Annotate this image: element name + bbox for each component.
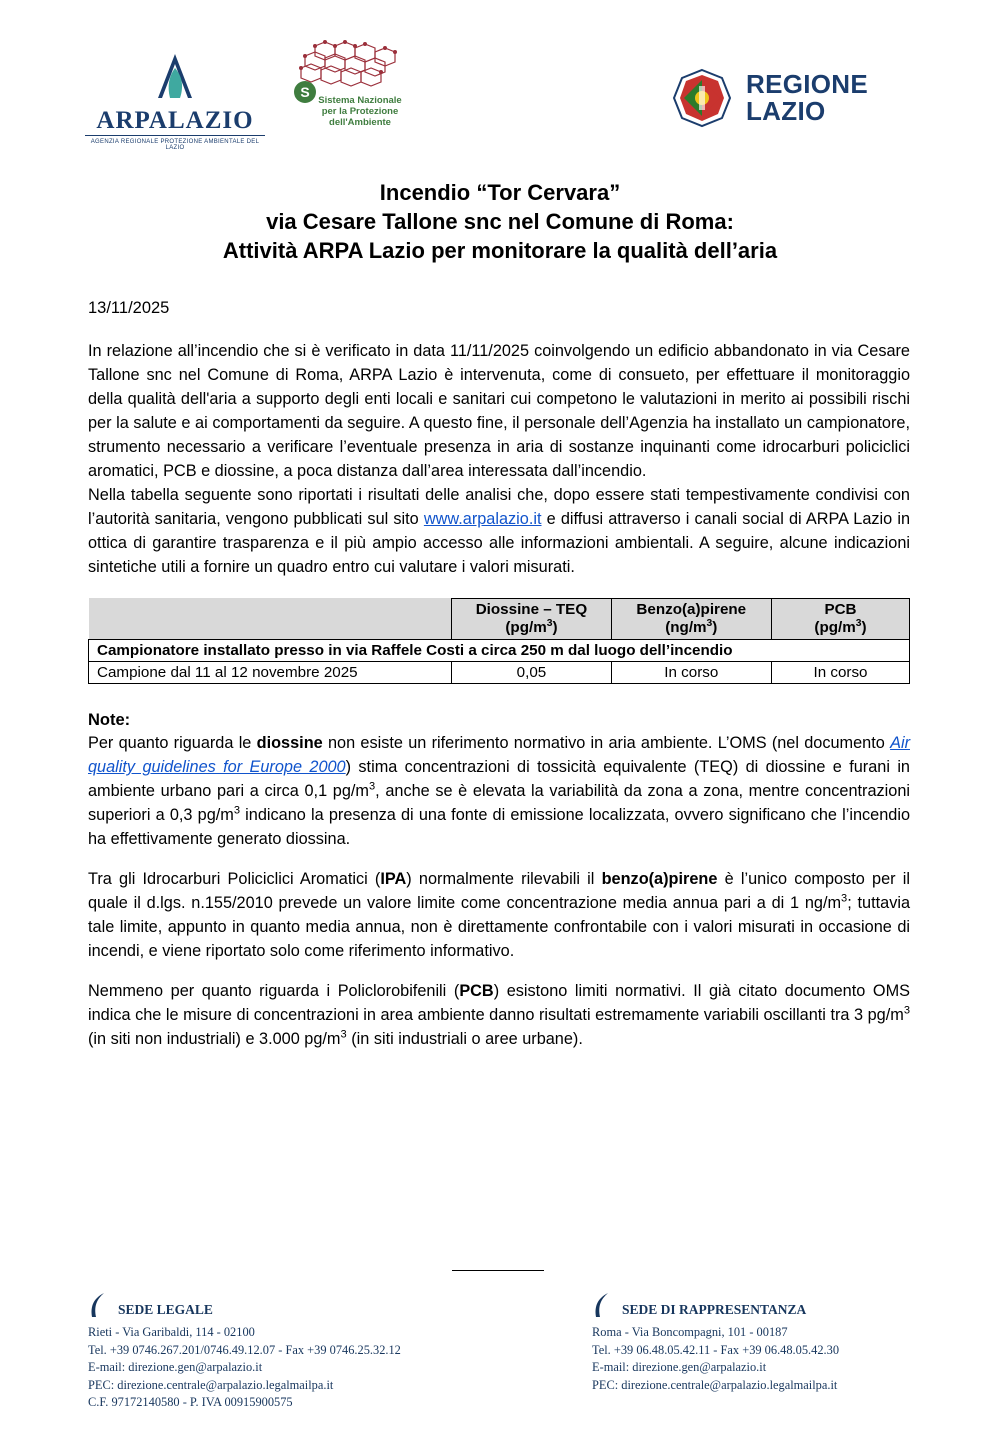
footer-swoosh-icon (88, 1292, 110, 1318)
notes-p3-sup-1: 3 (903, 1004, 910, 1017)
footer-left-lines (88, 1324, 401, 1412)
page-title-line-1: Incendio “Tor Cervara” (379, 180, 621, 205)
notes-p2-f: ; tuttavia tale limite, appunto in quanto media annua, non è direttamente confrontabile con i valori misurati in occasione di incendi, e viene riportato solo come riferimento informativo. (88, 894, 911, 960)
footer-right-line-2: Tel. +39 06.48.05.42.11 - Fax +39 06.48.05.42.30 (592, 1342, 840, 1357)
intro-text (88, 340, 910, 580)
table-header-pcb (771, 598, 909, 639)
table-header-benzoapirene (611, 598, 771, 639)
notes-p1-bold-diossine: diossine (256, 734, 323, 753)
footer-separator (452, 1270, 544, 1271)
notes-p2-a: Tra gli Idrocarburi Policiclici Aromatici ( (88, 870, 381, 889)
notes-p1-e: , anche se è elevata la variabilità da zona a zona, mentre concentrazioni superiori a 0,3 pg/m (88, 782, 910, 825)
table-header-row (89, 598, 910, 639)
table-header-diossine (452, 598, 611, 639)
svg-text:S: S (300, 84, 310, 100)
intro-p2-part-b: e diffusi attraverso i canali social di ARPA Lazio in ottica di garantire trasparenza e il più ampio accesso alle informazioni ambientali. A seguire, alcune indicazioni sintetiche utili a fornire un quadro entro cui valutare i valori misurati. (88, 509, 911, 576)
footer-left-heading-row (88, 1292, 401, 1318)
footer-right-line-3: E-mail: direzione.gen@arpalazio.it (592, 1360, 767, 1375)
results-table (88, 598, 910, 684)
notes-p3-d: (in siti non industriali) e 3.000 pg/m (88, 1029, 341, 1048)
notes-p1-a: Per quanto riguarda le (88, 734, 257, 753)
notes-p2-bold-ipa: IPA (380, 870, 407, 889)
footer-left-line-2: Tel. +39 0746.267.201/0746.49.12.07 - Fax +39 0746.25.32.12 (88, 1342, 401, 1357)
arpa-divider (85, 135, 265, 136)
table-cell-benzoapirene: In corso (611, 662, 771, 684)
notes-p3-c: ) esistono limiti normativi. Il già citato documento OMS indica che le misure di concentrazioni in area ambiente danno risultati estremamente variabili oscillanti tra 3 pg/m (88, 981, 910, 1024)
regione-line-2: LAZIO (746, 96, 826, 126)
footer-left-line-4: PEC: direzione.centrale@arpalazio.legalmailpa.it (88, 1377, 334, 1392)
footer-right-line-1: Roma - Via Boncompagni, 101 - 00187 (592, 1325, 788, 1339)
intro-paragraph-2 (88, 484, 910, 580)
arpa-wordmark: ARPALAZIO (96, 107, 254, 134)
footer-left-line-3: E-mail: direzione.gen@arpalazio.it (88, 1360, 263, 1375)
snpa-line-1: Sistema Nazionale (318, 95, 402, 106)
table-header-blank (89, 598, 452, 639)
notes-p2-bold-benzoapirene: benzo(a)pirene (601, 870, 718, 889)
footer-left-heading: SEDE LEGALE (118, 1302, 213, 1317)
notes-p1-sup-1: 3 (368, 780, 376, 793)
document-page (0, 30, 1000, 1444)
notes-p3-sup-2: 3 (340, 1028, 347, 1041)
footer-right-heading-row (592, 1292, 839, 1318)
notes-p3-e: (in siti industriali o aree urbane). (346, 1029, 583, 1048)
regione-line-1: REGIONE (746, 69, 869, 100)
notes-p3-bold-pcb: PCB (459, 981, 494, 1000)
notes-p2-e: è l’unico composto per il quale il d.lgs. n.155/2010 prevede un valore limite come concentrazione media annua pari a di 1 ng/m (88, 870, 910, 913)
notes-section (88, 708, 910, 1052)
arpa-lazio-logo (85, 52, 265, 151)
footer-right-lines (592, 1324, 839, 1394)
document-date: 13/11/2025 (88, 299, 170, 318)
footer-sede-legale (88, 1292, 401, 1412)
footer-swoosh-icon (592, 1292, 614, 1318)
arpa-subtitle: AGENZIA REGIONALE PROTEZIONE AMBIENTALE DEL LAZIO (90, 139, 260, 151)
notes-p1-f: indicano la presenza di una fonte di emissione localizzata, ovvero significano che l’incendio ha effettivamente generato diossina. (88, 806, 910, 849)
regione-lazio-logo (672, 68, 868, 128)
notes-p1-c: non esiste un riferimento normativo in aria ambiente. L’OMS (nel documento (322, 734, 891, 753)
regione-lazio-emblem-icon (672, 68, 732, 128)
table-group-label: Campionatore installato presso in via Raffele Costi a circa 250 m dal luogo dell’incendio (89, 640, 910, 662)
notes-p3-a: Nemmeno per quanto riguarda i Policlorobifenili ( (88, 981, 460, 1000)
table-header-pcb-label: PCB (824, 600, 857, 618)
table-cell-pcb: In corso (771, 662, 909, 684)
footer-right-line-4: PEC: direzione.centrale@arpalazio.legalmailpa.it (592, 1377, 838, 1392)
oms-guidelines-link[interactable]: Air quality guidelines for Europe 2000 (88, 734, 910, 777)
notes-paragraph-3 (88, 980, 910, 1052)
footer-right-heading: SEDE DI RAPPRESENTANZA (622, 1302, 807, 1317)
notes-p2-sup-1: 3 (841, 892, 848, 905)
page-title-line-2: via Cesare Tallone snc nel Comune di Roma: (266, 209, 734, 235)
table-group-row (89, 640, 910, 662)
page-title-line-3: Attività ARPA Lazio per monitorare la qualità dell’aria (222, 238, 778, 264)
intro-paragraph-1: In relazione all’incendio che si è verificato in data 11/11/2025 coinvolgendo un edificio abbandonato in via Cesare Tallone snc nel Comune di Roma, ARPA Lazio è intervenuta, come di consueto, per effettuare il monitoraggio della qualità dell'aria a supporto degli enti locali e sanitari cui competono le valutazioni in merito ai possibili rischi per la salute e ai comportamenti da seguire. A questo fine, il personale dell’Agenzia ha installato un campionatore, strumento necessario a verificare l’eventuale presenza in aria di sostanze inquinanti come idrocarburi policiclici aromatici, PCB e diossine, a poca distanza dall’area interessata dall’incendio. (88, 342, 910, 480)
table-cell-diossine: 0,05 (452, 662, 611, 684)
table-row (89, 662, 910, 684)
notes-p1-d: ) stima concentrazioni di tossicità equivalente (TEQ) di diossine e furani in ambiente urbano pari a circa 0,1 pg/m (88, 758, 910, 801)
regione-wordmark (746, 71, 868, 124)
arpa-lazio-mark-icon (144, 52, 206, 104)
snpa-logo (265, 40, 455, 129)
snpa-line-3: dell'Ambiente (329, 116, 391, 128)
snpa-line-2: per la Protezione (321, 105, 399, 117)
footer-left-line-5: C.F. 97172140580 - P. IVA 00915900575 (88, 1395, 293, 1410)
notes-heading: Note: (88, 711, 131, 730)
notes-p1-sup-2: 3 (233, 804, 241, 817)
intro-p2-part-a: Nella tabella seguente sono riportati i risultati delle analisi che, dopo essere stati tempestivamente condivisi con l’autorità sanitaria, vengono pubblicati sul sito (88, 485, 910, 528)
footer-sede-rappresentanza (592, 1292, 839, 1394)
notes-paragraph-2 (88, 868, 910, 964)
footer-left-line-1: Rieti - Via Garibaldi, 114 - 02100 (88, 1325, 255, 1339)
notes-p2-c: ) normalmente rilevabili il (406, 870, 602, 889)
notes-paragraph-1 (88, 732, 910, 852)
header-logos (0, 30, 1000, 170)
table-header-diossine-label: Diossine – TEQ (475, 600, 588, 618)
arpalazio-website-link[interactable]: www.arpalazio.it (423, 509, 542, 528)
table-header-diossine-unit: $(pg/m^3)$ (505, 617, 558, 636)
table-header-benzoapirene-label: Benzo(a)pirene (636, 600, 747, 618)
table-header-pcb-unit: $(pg/m^3)$ (814, 617, 867, 636)
page-title (90, 178, 910, 265)
table-cell-sample-label: Campione dal 11 al 12 novembre 2025 (89, 662, 452, 684)
table-header-benzoapirene-unit: $(ng/m^3)$ (665, 617, 718, 636)
